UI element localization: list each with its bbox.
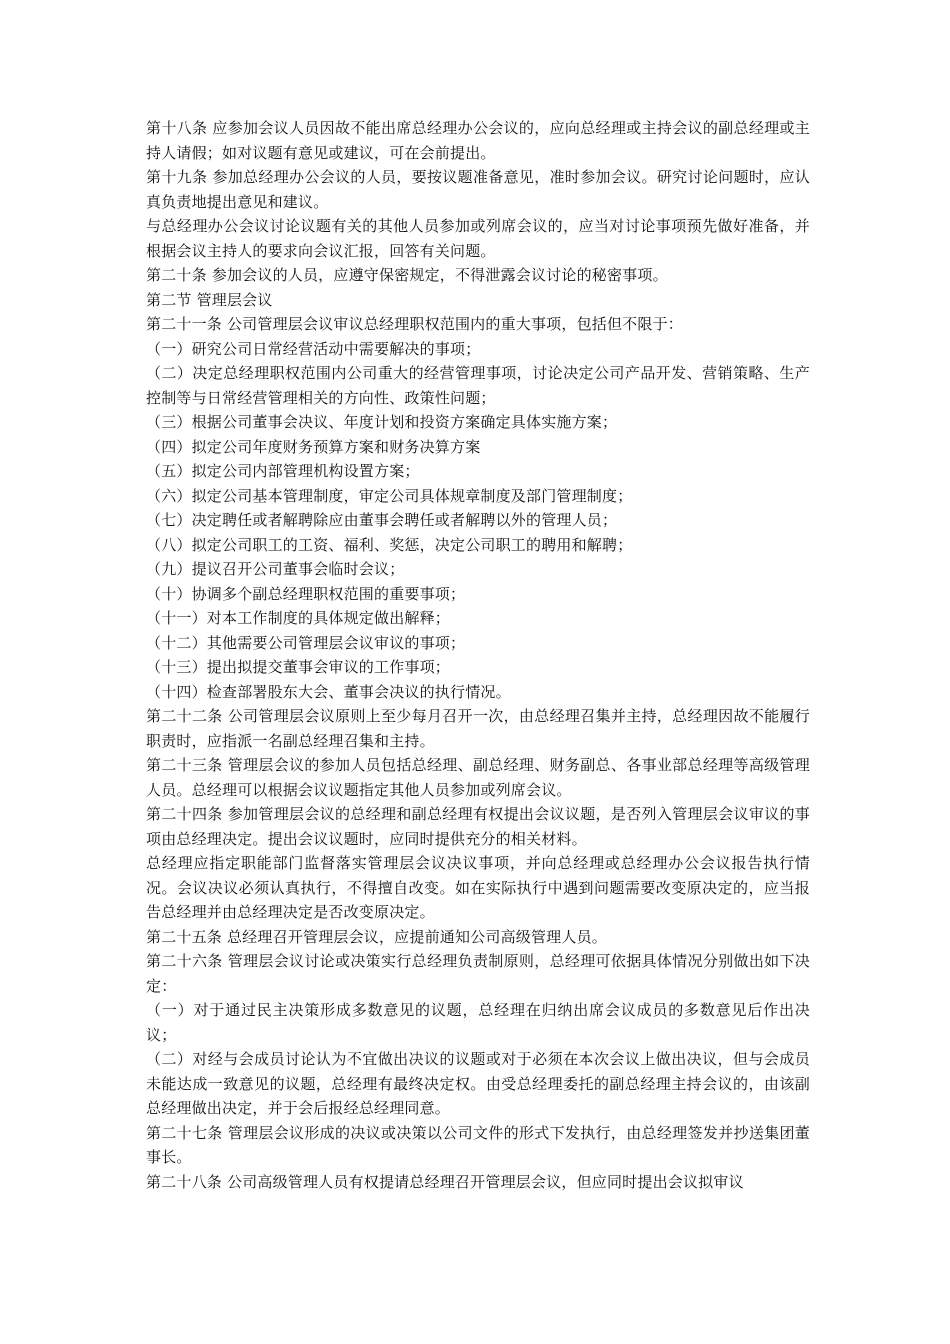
list-item-8: （八）拟定公司职工的工资、福利、奖惩，决定公司职工的聘用和解聘； [146,535,633,554]
paragraph-article-28: 第二十八条 公司高级管理人员有权提请总经理召开管理层会议，但应同时提出会议拟审议 [146,1172,744,1191]
decision-item-1: （一）对于通过民主决策形成多数意见的议题，总经理在归纳出席会议成员的多数意见后作出决议； [146,1001,810,1044]
document-body [146,116,810,1194]
paragraph-article-24: 第二十四条 参加管理层会议的总经理和副总经理有权提出会议议题，是否列入管理层会议审议的事项由总经理决定。提出会议议题时，应同时提供充分的相关材料。 [146,805,810,848]
list-item-1: （一）研究公司日常经营活动中需要解决的事项； [146,339,481,358]
list-item-4: （四）拟定公司年度财务预算方案和财务决算方案 [146,437,481,456]
list-item-5: （五）拟定公司内部管理机构设置方案； [146,462,420,480]
paragraph-article-26: 第二十六条 管理层会议讨论或决策实行总经理负责制原则，总经理可依据具体情况分别做出如下决定： [146,952,810,995]
list-item-6: （六）拟定公司基本管理制度，审定公司具体规章制度及部门管理制度； [146,486,633,505]
list-item-12: （十二）其他需要公司管理层会议审议的事项； [146,633,466,652]
list-item-3: （三）根据公司董事会决议、年度计划和投资方案确定具体实施方案； [146,413,618,431]
paragraph-article-23: 第二十三条 管理层会议的参加人员包括总经理、副总经理、财务副总、各事业部总经理等高级管理人员。总经理可以根据会议议题指定其他人员参加或列席会议。 [146,756,810,799]
decision-item-2: （二）对经与会成员讨论认为不宜做出决议的议题或对于必须在本次会议上做出决议，但与会成员未能达成一致意见的议题，总经理有最终决定权。由受总经理委托的副总经理主持会议的，由该副总经理做出决定，并于会后报经总经理同意。 [146,1050,810,1117]
paragraph-article-21: 第二十一条 公司管理层会议审议总经理职权范围内的重大事项，包括但不限于： [146,315,683,333]
paragraph-article-18: 第十八条 应参加会议人员因故不能出席总经理办公会议的，应向总经理或主持会议的副总经理或主持人请假；如对议题有意见或建议，可在会前提出。 [146,119,810,162]
list-item-2: （二）决定总经理职权范围内公司重大的经营管理事项，讨论决定公司产品开发、营销策略、生产控制等与日常经营管理相关的方向性、政策性问题； [146,364,810,407]
paragraph-article-19-attendees: 与总经理办公会议讨论议题有关的其他人员参加或列席会议的，应当对讨论事项预先做好准备，并根据会议主持人的要求向会议汇报，回答有关问题。 [146,217,810,260]
paragraph-article-19: 第十九条 参加总经理办公会议的人员，要按议题准备意见，准时参加会议。研究讨论问题时，应认真负责地提出意见和建议。 [146,168,810,211]
list-item-9: （九）提议召开公司董事会临时会议； [146,560,405,578]
paragraph-article-27: 第二十七条 管理层会议形成的决议或决策以公司文件的形式下发执行，由总经理签发并抄送集团董事长。 [146,1123,810,1166]
list-item-13: （十三）提出拟提交董事会审议的工作事项； [146,658,451,676]
list-item-10: （十）协调多个副总经理职权范围的重要事项； [146,584,466,603]
list-item-11: （十一）对本工作制度的具体规定做出解释； [146,609,451,627]
paragraph-article-22: 第二十二条 公司管理层会议原则上至少每月召开一次，由总经理召集并主持，总经理因故不能履行职责时，应指派一名副总经理召集和主持。 [146,707,810,750]
paragraph-article-25: 第二十五条 总经理召开管理层会议，应提前通知公司高级管理人员。 [146,927,607,946]
paragraph-article-20: 第二十条 参加会议的人员，应遵守保密规定，不得泄露会议讨论的秘密事项。 [146,266,668,284]
section-heading-management-meeting: 第二节 管理层会议 [146,290,273,309]
list-item-14: （十四）检查部署股东大会、董事会决议的执行情况。 [146,682,511,701]
list-item-7: （七）决定聘任或者解聘除应由董事会聘任或者解聘以外的管理人员； [146,511,618,529]
paragraph-article-24-followup: 总经理应指定职能部门监督落实管理层会议决议事项，并向总经理或总经理办公会议报告执行情况。会议决议必须认真执行，不得擅自改变。如在实际执行中遇到问题需要改变原决定的，应当报告总经理并由总经理决定是否改变原决定。 [146,854,810,921]
